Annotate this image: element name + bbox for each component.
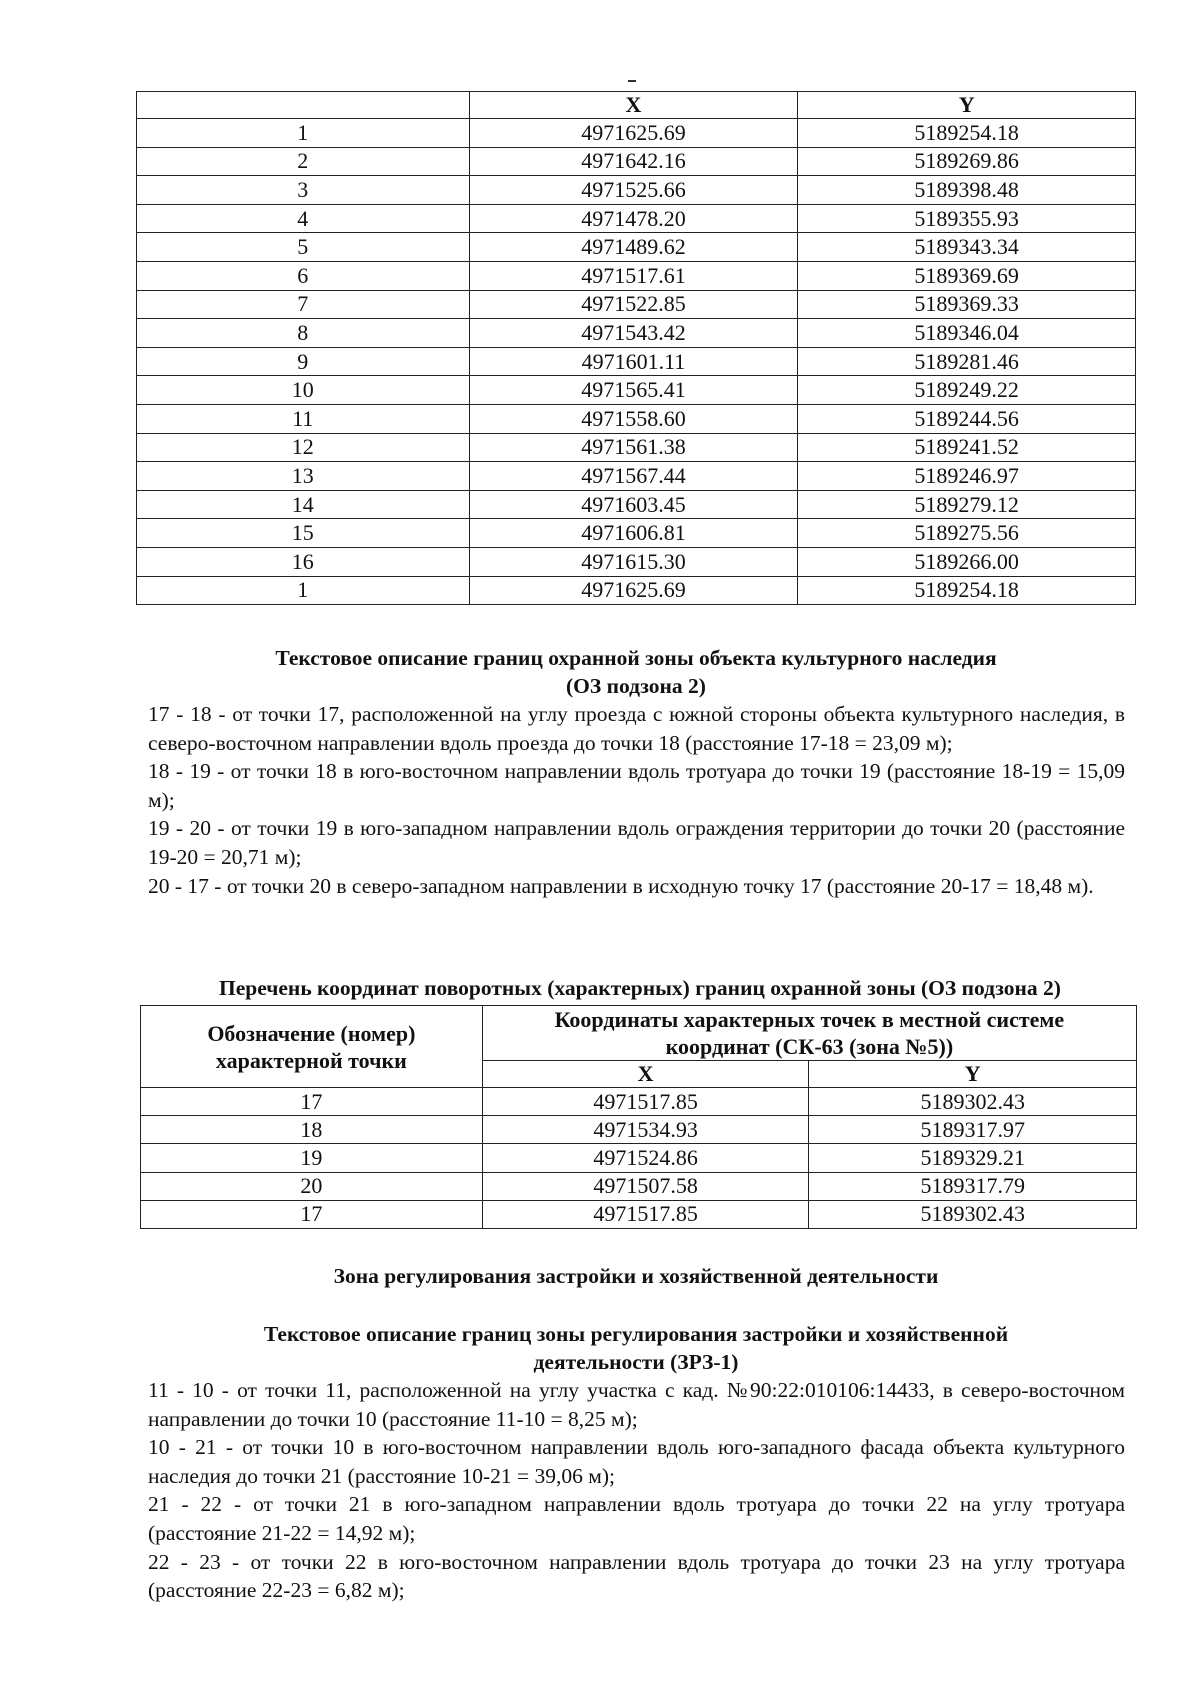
- cell-y: 5189281.46: [798, 347, 1136, 376]
- cell-x: 4971534.93: [482, 1116, 809, 1144]
- cell-x: 4971565.41: [469, 376, 798, 405]
- cell-point: 1: [137, 576, 470, 605]
- cell-x: 4971558.60: [469, 404, 798, 433]
- cell-y: 5189249.22: [798, 376, 1136, 405]
- table-row: [137, 176, 1136, 205]
- cell-point: 17: [141, 1200, 483, 1228]
- boundary-segment: 18 - 19 - от точки 18 в юго-восточном направлении вдоль тротуара до точки 19 (расстояние 18-19 = 15,09 м);: [148, 759, 1125, 812]
- cell-point: 16: [137, 547, 470, 576]
- cell-y: 5189266.00: [798, 547, 1136, 576]
- table-row: [141, 1088, 1137, 1116]
- table-row: [137, 147, 1136, 176]
- section-title-line1: Текстовое описание границ зоны регулирования застройки и хозяйственной: [263, 1322, 1009, 1346]
- zone-title-zrz: Зона регулирования застройки и хозяйственной деятельности: [333, 1264, 939, 1288]
- table-row: [137, 376, 1136, 405]
- table-row: [137, 519, 1136, 548]
- coordinates-table-1: [136, 91, 1136, 605]
- cell-x: 4971567.44: [469, 462, 798, 491]
- table-header-row: [141, 1006, 1137, 1061]
- cell-point: 2: [137, 147, 470, 176]
- table-row: [137, 233, 1136, 262]
- cell-point: 12: [137, 433, 470, 462]
- cell-x: 4971603.45: [469, 490, 798, 519]
- table-row: [141, 1144, 1137, 1172]
- cell-y: 5189355.93: [798, 204, 1136, 233]
- cell-y: 5189269.86: [798, 147, 1136, 176]
- cell-point: 11: [137, 404, 470, 433]
- table-row: [137, 490, 1136, 519]
- table-row: [137, 204, 1136, 233]
- table-row: [137, 462, 1136, 491]
- cell-x: 4971543.42: [469, 319, 798, 348]
- cell-x: 4971489.62: [469, 233, 798, 262]
- cell-x: 4971478.20: [469, 204, 798, 233]
- section-title-zrz1: [136, 1320, 1136, 1376]
- zrz1-description: [148, 1376, 1125, 1605]
- cell-x: 4971517.85: [482, 1088, 809, 1116]
- oz2-description: [148, 700, 1125, 900]
- cell-point: 20: [141, 1172, 483, 1200]
- cell-x: 4971625.69: [469, 119, 798, 148]
- boundary-segment: 19 - 20 - от точки 19 в юго-западном направлении вдоль ограждения территории до точки 20 (расстояние 19-20 = 20,71 м);: [148, 816, 1125, 869]
- cell-point: 15: [137, 519, 470, 548]
- cell-point: 8: [137, 319, 470, 348]
- cell-x: 4971625.69: [469, 576, 798, 605]
- header-x: X: [482, 1061, 809, 1088]
- cell-y: 5189254.18: [798, 576, 1136, 605]
- cell-x: 4971525.66: [469, 176, 798, 205]
- table-header-row: [137, 92, 1136, 119]
- cell-x: 4971507.58: [482, 1172, 809, 1200]
- header-point: [137, 92, 470, 119]
- cell-x: 4971561.38: [469, 433, 798, 462]
- cell-x: 4971642.16: [469, 147, 798, 176]
- cell-point: 14: [137, 490, 470, 519]
- cell-y: 5189329.21: [809, 1144, 1137, 1172]
- cell-y: 5189254.18: [798, 119, 1136, 148]
- header-coordinates: Координаты характерных точек в местной системе координат (СК-63 (зона №5)): [482, 1006, 1136, 1061]
- cell-y: 5189275.56: [798, 519, 1136, 548]
- cell-y: 5189317.97: [809, 1116, 1137, 1144]
- cell-point: 7: [137, 290, 470, 319]
- cell-x: 4971606.81: [469, 519, 798, 548]
- cell-y: 5189302.43: [809, 1200, 1137, 1228]
- header-x: X: [469, 92, 798, 119]
- table-row: [137, 347, 1136, 376]
- cell-point: 18: [141, 1116, 483, 1144]
- section-title-line2: деятельности (ЗРЗ-1): [533, 1350, 739, 1374]
- cell-y: 5189246.97: [798, 462, 1136, 491]
- table-row: [137, 119, 1136, 148]
- cell-x: 4971517.85: [482, 1200, 809, 1228]
- cell-y: 5189317.79: [809, 1172, 1137, 1200]
- table2-caption: Перечень координат поворотных (характерных) границ охранной зоны (ОЗ подзона 2): [219, 976, 1061, 1000]
- cell-x: 4971522.85: [469, 290, 798, 319]
- cell-point: 13: [137, 462, 470, 491]
- table-row: [141, 1116, 1137, 1144]
- header-y: Y: [798, 92, 1136, 119]
- boundary-segment: 21 - 22 - от точки 21 в юго-западном направлении вдоль тротуара до точки 22 на углу тротуара (расстояние 21-22 = 14,92 м);: [148, 1492, 1125, 1545]
- cell-point: 6: [137, 261, 470, 290]
- header-point-designation: Обозначение (номер) характерной точки: [141, 1006, 483, 1088]
- boundary-segment: 10 - 21 - от точки 10 в юго-восточном направлении вдоль юго-западного фасада объекта культурного наследия до точки 21 (расстояние 10-21 = 39,06 м);: [148, 1435, 1125, 1488]
- cell-point: 17: [141, 1088, 483, 1116]
- table-row: [141, 1172, 1137, 1200]
- section-title-line1: Текстовое описание границ охранной зоны объекта культурного наследия: [275, 646, 997, 670]
- cell-y: 5189343.34: [798, 233, 1136, 262]
- cell-point: 3: [137, 176, 470, 205]
- cell-y: 5189369.33: [798, 290, 1136, 319]
- table-row: [137, 576, 1136, 605]
- cell-y: 5189398.48: [798, 176, 1136, 205]
- cell-x: 4971524.86: [482, 1144, 809, 1172]
- table-row: [141, 1200, 1137, 1228]
- section-title-oz2: [136, 644, 1136, 700]
- table-row: [137, 290, 1136, 319]
- cell-x: 4971517.61: [469, 261, 798, 290]
- cell-point: 19: [141, 1144, 483, 1172]
- table-row: [137, 404, 1136, 433]
- table-row: [137, 319, 1136, 348]
- header-y: Y: [809, 1061, 1137, 1088]
- table-row: [137, 433, 1136, 462]
- cell-y: 5189302.43: [809, 1088, 1137, 1116]
- table-row: [137, 261, 1136, 290]
- cell-point: 9: [137, 347, 470, 376]
- boundary-segment: 17 - 18 - от точки 17, расположенной на углу проезда с южной стороны объекта культурного наследия, в северо-восточном направлении вдоль проезда до точки 18 (расстояние 17-18 = 23,09 м);: [148, 702, 1125, 755]
- boundary-segment: 20 - 17 - от точки 20 в северо-западном направлении в исходную точку 17 (расстояние 20-17 = 18,48 м).: [148, 873, 1094, 898]
- coordinates-table-2: [140, 1005, 1137, 1229]
- cell-x: 4971615.30: [469, 547, 798, 576]
- cell-point: 5: [137, 233, 470, 262]
- scan-mark: [628, 80, 636, 82]
- cell-point: 10: [137, 376, 470, 405]
- table-row: [137, 547, 1136, 576]
- cell-point: 1: [137, 119, 470, 148]
- cell-y: 5189369.69: [798, 261, 1136, 290]
- cell-y: 5189279.12: [798, 490, 1136, 519]
- section-title-line2: (ОЗ подзона 2): [566, 674, 706, 698]
- cell-y: 5189346.04: [798, 319, 1136, 348]
- cell-x: 4971601.11: [469, 347, 798, 376]
- cell-point: 4: [137, 204, 470, 233]
- boundary-segment: 11 - 10 - от точки 11, расположенной на углу участка с кад. №90:22:010106:14433, в северо-восточном направлении до точки 10 (расстояние 11-10 = 8,25 м);: [148, 1378, 1125, 1431]
- boundary-segment: 22 - 23 - от точки 22 в юго-восточном направлении вдоль тротуара до точки 23 на углу тротуара (расстояние 22-23 = 6,82 м);: [148, 1549, 1125, 1603]
- cell-y: 5189244.56: [798, 404, 1136, 433]
- cell-y: 5189241.52: [798, 433, 1136, 462]
